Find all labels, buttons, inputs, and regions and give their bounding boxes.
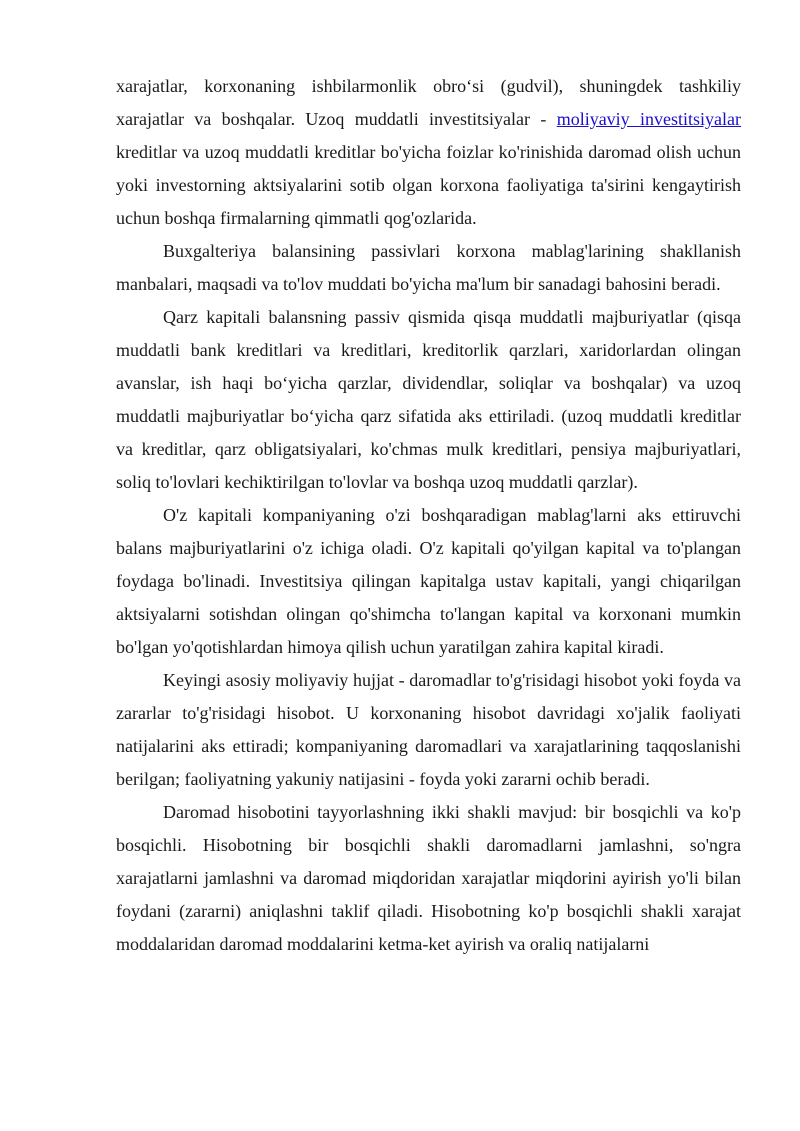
paragraph-equity-capital: O'z kapitali kompaniyaning o'zi boshqaradigan mablag'larni aks ettiruvchi balans majburiyatlarini o'z ichiga oladi. O'z kapitali qo'yilgan kapital va to'plangan foydaga bo'linadi. Investitsiya qilingan kapitalga ustav kapitali, yangi chiqarilgan aktsiyalarni sotishdan olingan qo'shimcha to'langan kapital va korxonani mumkin bo'lgan yo'qotishlardan himoya qilish uchun yaratilgan zahira kapital kiradi. xyxy=(116,505,741,657)
paragraph-debt-capital: Qarz kapitali balansning passiv qismida qisqa muddatli majburiyatlar (qisqa muddatli bank kreditlari va kreditlari, kreditorlik qarzlari, xaridorlardan olingan avanslar, ish haqi bo‘yicha qarzlar, dividendlar, soliqlar va boshqalar) va uzoq muddatli majburiyatlar bo‘yicha qarz sifatida aks ettiriladi. (uzoq muddatli kreditlar va kreditlar, qarz obligatsiyalari, ko'chmas mulk kreditlari, pensiya majburiyatlari, soliq to'lovlari kechiktirilgan to'lovlar va boshqa uzoq muddatli qarzlar). xyxy=(116,307,741,492)
paragraph-balance-liabilities: Buxgalteriya balansining passivlari korxona mablag'larining shakllanish manbalari, maqsadi va to'lov muddati bo'yicha ma'lum bir sanadagi bahosini beradi. xyxy=(116,241,741,294)
paragraph-income-statement: Keyingi asosiy moliyaviy hujjat - daromadlar to'g'risidagi hisobot yoki foyda va zararlar to'g'risidagi hisobot. U korxonaning hisobot davridagi xo'jalik faoliyati natijalarini aks ettiradi; kompaniyaning daromadlari va xarajatlarining taqqoslanishi berilgan; faoliyatning yakuniy natijasini - foyda yoki zararni ochib beradi. xyxy=(116,670,741,789)
financial-investments-link[interactable]: moliyaviy investitsiyalar xyxy=(556,109,741,129)
paragraph-long-term-investments xyxy=(116,70,741,235)
paragraph-report-forms: Daromad hisobotini tayyorlashning ikki shakli mavjud: bir bosqichli va ko'p bosqichli. Hisobotning bir bosqichli shakli daromadlarni jamlashni, so'ngra xarajatlarni jamlashni va daromad miqdoridan xarajatlar miqdorini ayirish yo'li bilan foydani (zararni) aniqlashni taklif qiladi. Hisobotning ko'p bosqichli shakli xarajat moddalaridan daromad moddalarini ketma-ket ayirish va oraliq natijalarni xyxy=(116,802,741,954)
paragraph-text: kreditlar va uzoq muddatli kreditlar bo'yicha foizlar ko'rinishida daromad olish uchun yoki investorning aktsiyalarini sotib olgan korxona faoliyatiga ta'sirini kengaytirish uchun boshqa firmalarning qimmatli qog'ozlarida. xyxy=(116,142,741,228)
document-page xyxy=(116,70,741,961)
paragraph-text: xarajatlar, korxonaning ishbilarmonlik obro‘si (gudvil), shuningdek tashkiliy xarajatlar va boshqalar. Uzoq muddatli investitsiyalar - xyxy=(116,76,741,129)
